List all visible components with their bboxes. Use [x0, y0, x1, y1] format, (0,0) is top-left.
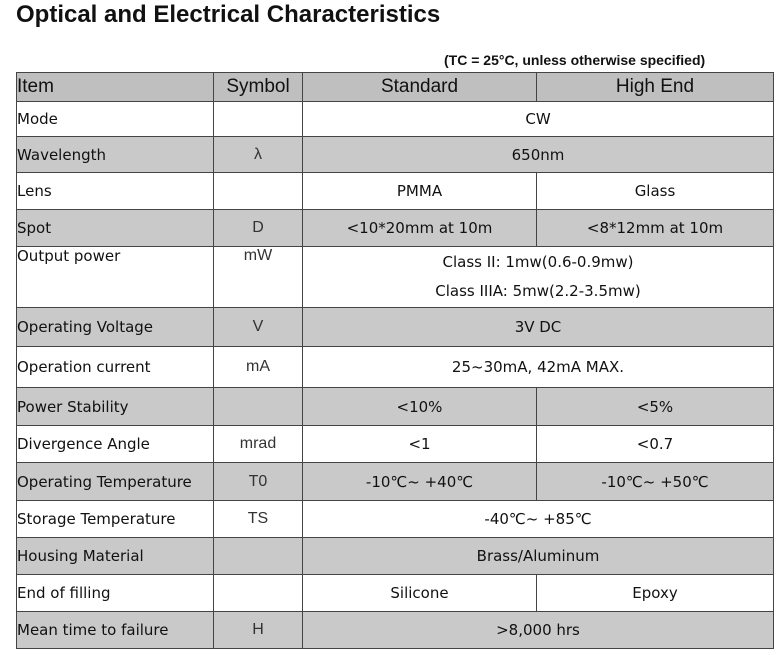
table-row	[17, 612, 774, 649]
row-high-end-value: <0.7	[537, 426, 774, 463]
row-high-end-value: <5%	[537, 388, 774, 426]
table-row	[17, 173, 774, 210]
row-value: >8,000 hrs	[303, 612, 774, 649]
row-item: Mode	[17, 102, 214, 137]
row-item: Spot	[17, 210, 214, 247]
row-item: End of filling	[17, 575, 214, 612]
table-row	[17, 538, 774, 575]
row-high-end-value: Glass	[537, 173, 774, 210]
page-title: Optical and Electrical Characteristics	[16, 1, 441, 28]
row-symbol: V	[214, 308, 303, 347]
row-symbol: T0	[214, 463, 303, 501]
table-row	[17, 247, 774, 308]
row-value: -40℃~ +85℃	[303, 501, 774, 538]
row-high-end-value: -10℃~ +50℃	[537, 463, 774, 501]
row-item: Mean time to failure	[17, 612, 214, 649]
row-high-end-value: Epoxy	[537, 575, 774, 612]
column-header-high-end: High End	[537, 73, 774, 102]
row-value	[303, 247, 774, 308]
row-high-end-value: <8*12mm at 10m	[537, 210, 774, 247]
output-power-line: Class II: 1mw(0.6-0.9mw)	[442, 253, 634, 271]
header-row	[17, 73, 774, 102]
table-row	[17, 347, 774, 388]
table-row	[17, 463, 774, 501]
row-symbol: mA	[214, 347, 303, 388]
table-row	[17, 210, 774, 247]
row-item: Storage Temperature	[17, 501, 214, 538]
row-item: Divergence Angle	[17, 426, 214, 463]
table-row	[17, 137, 774, 173]
row-symbol: TS	[214, 501, 303, 538]
row-standard-value: <10%	[303, 388, 537, 426]
table-row	[17, 426, 774, 463]
output-power-line: Class IIIA: 5mw(2.2-3.5mw)	[435, 282, 641, 300]
row-symbol: H	[214, 612, 303, 649]
row-symbol	[214, 575, 303, 612]
row-item: Housing Material	[17, 538, 214, 575]
row-item: Power Stability	[17, 388, 214, 426]
row-item: Operating Temperature	[17, 463, 214, 501]
characteristics-table	[16, 72, 774, 649]
row-symbol	[214, 388, 303, 426]
row-symbol	[214, 102, 303, 137]
row-standard-value: <10*20mm at 10m	[303, 210, 537, 247]
row-value: 3V DC	[303, 308, 774, 347]
row-symbol: λ	[214, 137, 303, 173]
row-standard-value: -10℃~ +40℃	[303, 463, 537, 501]
table-row	[17, 501, 774, 538]
row-value: Brass/Aluminum	[303, 538, 774, 575]
table-row	[17, 388, 774, 426]
row-symbol: mrad	[214, 426, 303, 463]
row-item: Wavelength	[17, 137, 214, 173]
column-header-item: Item	[17, 73, 214, 102]
row-standard-value: <1	[303, 426, 537, 463]
row-value: 25~30mA, 42mA MAX.	[303, 347, 774, 388]
row-symbol: mW	[214, 247, 303, 308]
table-row	[17, 308, 774, 347]
row-item: Output power	[17, 247, 214, 308]
row-symbol	[214, 538, 303, 575]
table-row	[17, 102, 774, 137]
column-header-standard: Standard	[303, 73, 537, 102]
column-header-symbol: Symbol	[214, 73, 303, 102]
table-row	[17, 575, 774, 612]
row-item: Operating Voltage	[17, 308, 214, 347]
row-value: 650nm	[303, 137, 774, 173]
row-symbol	[214, 173, 303, 210]
row-value: CW	[303, 102, 774, 137]
row-standard-value: PMMA	[303, 173, 537, 210]
row-item: Lens	[17, 173, 214, 210]
row-symbol: D	[214, 210, 303, 247]
row-standard-value: Silicone	[303, 575, 537, 612]
test-condition-note: (TC = 25°C, unless otherwise specified)	[444, 52, 706, 68]
row-item: Operation current	[17, 347, 214, 388]
